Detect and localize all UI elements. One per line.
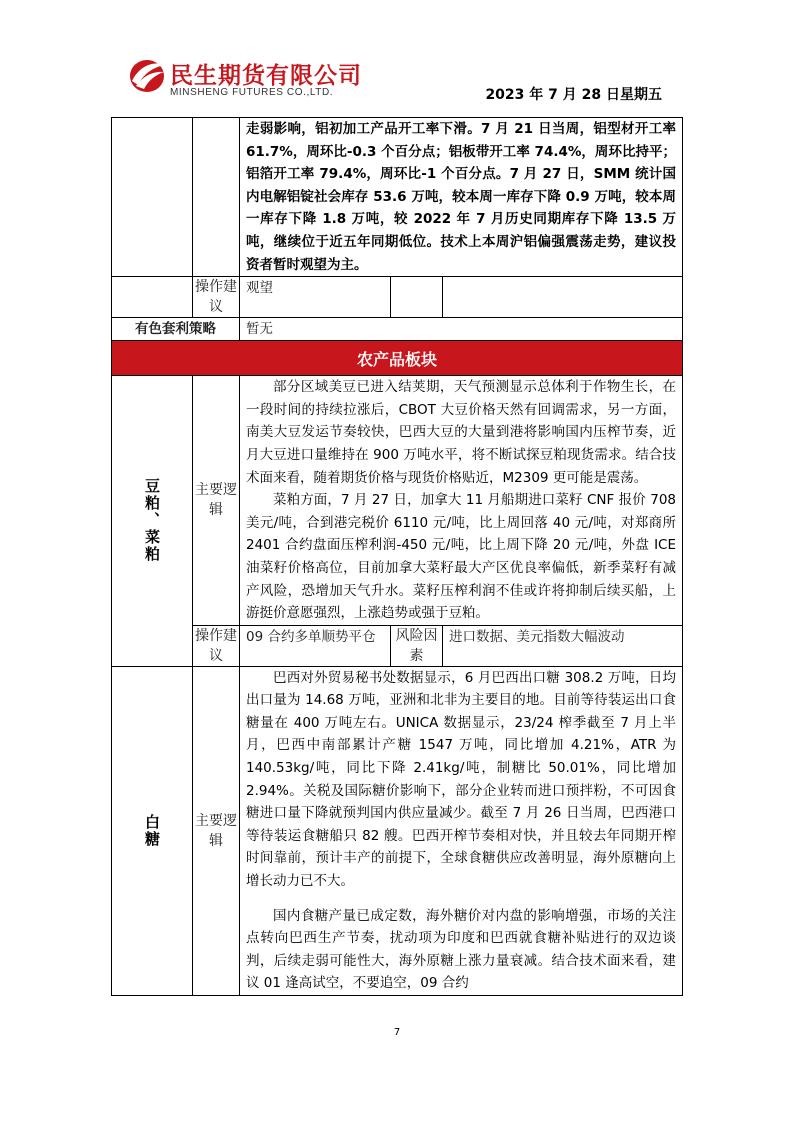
meal-category-label: 豆粕、菜粕 — [143, 478, 161, 564]
meal-risk-label: 风险因素 — [391, 625, 443, 666]
page-header — [0, 0, 794, 115]
metal-category-cell-2 — [112, 277, 193, 318]
meal-op-label: 操作建议 — [193, 625, 240, 666]
metal-risk-value — [443, 277, 683, 318]
meal-risk-value: 进口数据、美元指数大幅波动 — [443, 625, 683, 666]
sugar-category — [112, 666, 193, 995]
logo-swoosh-icon — [128, 55, 166, 95]
metal-op-label: 操作建议 — [193, 277, 240, 318]
sugar-category-label: 白糖 — [143, 813, 161, 848]
page-number: 7 — [393, 1027, 401, 1038]
metal-risk-label — [391, 277, 443, 318]
report-table — [111, 117, 682, 996]
metal-logic-text: 走弱影响，铝初加工产品开工率下滑。7 月 21 日当周，铝型材开工率 61.7%，周环比-0.3 个百分点；铝板带开工率 74.4%，周环比持平；铝箔开工率 79.4%，周环比-1 个百分点。7 月 27 日，SMM 统计国内电解铝锭社会库存 53.6 万吨，较本周一库存下降 0.9 万吨，较本周一库存下降 1.8 万吨，较 2022 年 7 月历史同期库存下降 13.5 万吨，继续位于近五年同期低位。技术上本周沪铝偏强震荡走势，建议投资者暂时观望为主。 — [246, 121, 677, 273]
meal-category — [112, 376, 193, 667]
logo-chinese-name: 民生期货有限公司 — [170, 63, 362, 89]
meal-op-value: 09 合约多单顺势平仓 — [240, 625, 391, 666]
metal-logic-label-cell — [193, 118, 240, 277]
meal-logic-cell — [240, 376, 683, 626]
company-logo — [128, 55, 368, 105]
sugar-logic-text — [240, 667, 682, 995]
sugar-logic-para-2: 国内食糖产量已成定数，海外糖价对内盘的影响增强，市场的关注点转向巴西生产节奏，扰动项为印度和巴西就食糖补贴进行的双边谈判，后续走弱可能性大，海外原糖上涨力量衰减。结合技术面来看，建议 01 逢高试空，不要追空，09 合约 — [246, 907, 677, 992]
arb-strategy-label: 有色套利策略 — [112, 318, 240, 341]
metal-category-cell — [112, 118, 193, 277]
sugar-logic-cell — [240, 666, 683, 995]
sugar-logic-label: 主要逻辑 — [193, 666, 240, 995]
logo-english-name: MINSHENG FUTURES CO.,LTD. — [170, 87, 334, 98]
meal-logic-para-1: 部分区域美豆已进入结荚期，天气预测显示总体利于作物生长，在一段时间的持续拉涨后，CBOT 大豆价格天然有回调需求，另一方面，南美大豆发运节奏较快，巴西大豆的大量到港将影响国内压榨节奏，近月大豆进口量维持在 900 万吨水平，将不断试探豆粕现货需求。结合技术面来看，随着期货价格与现货价格贴近，M2309 更可能是震荡。 — [246, 379, 677, 486]
sugar-logic-para-1: 巴西对外贸易秘书处数据显示，6 月巴西出口糖 308.2 万吨，日均出口量为 14.68 万吨，亚洲和北非为主要目的地。目前等待装运出口食糖量在 400 万吨左右。UNICA 数据显示，23/24 榨季截至 7 月上半月，巴西中南部累计产糖 1547 万吨，同比增加 4.21%，ATR 为 140.53kg/吨，同比下降 2.41kg/吨，制糖比 50.01%，同比增加 2.94%。关税及国际糖价影响下，部分企业转而进口预拌粉，不可因食糖进口量下降就预判国内供应量减少。截至 7 月 26 日当周，巴西港口等待装运食糖船只 82 艘。巴西开榨节奏相对快，并且较去年同期开榨时间靠前，预计丰产的前提下，全球食糖供应改善明显，海外原糖向上增长动力已不大。 — [246, 669, 677, 890]
metal-logic-cell — [240, 118, 683, 277]
meal-logic-label: 主要逻辑 — [193, 376, 240, 626]
agri-section-title: 农产品板块 — [112, 341, 683, 376]
meal-logic-para-2: 菜粕方面，7 月 27 日，加拿大 11 月船期进口菜籽 CNF 报价 708 美元/吨，合到港完税价 6110 元/吨，比上周回落 40 元/吨，对郑商所 2401 合约盘面压榨利润-450 元/吨，比上周下降 20 元/吨，外盘 ICE 油菜籽价格高位，目前加拿大菜籽最大产区优良率偏低，新季菜籽有减产风险，恐增加天气升水。菜籽压榨利润不佳或许将抑制后续买船，上游挺价意愿强烈，上涨趋势或强于豆粕。 — [246, 492, 677, 622]
meal-logic-text — [240, 376, 682, 625]
metal-op-value: 观望 — [240, 277, 391, 318]
report-date: 2023 年 7 月 28 日星期五 — [485, 87, 662, 103]
arb-strategy-value: 暂无 — [240, 318, 683, 341]
